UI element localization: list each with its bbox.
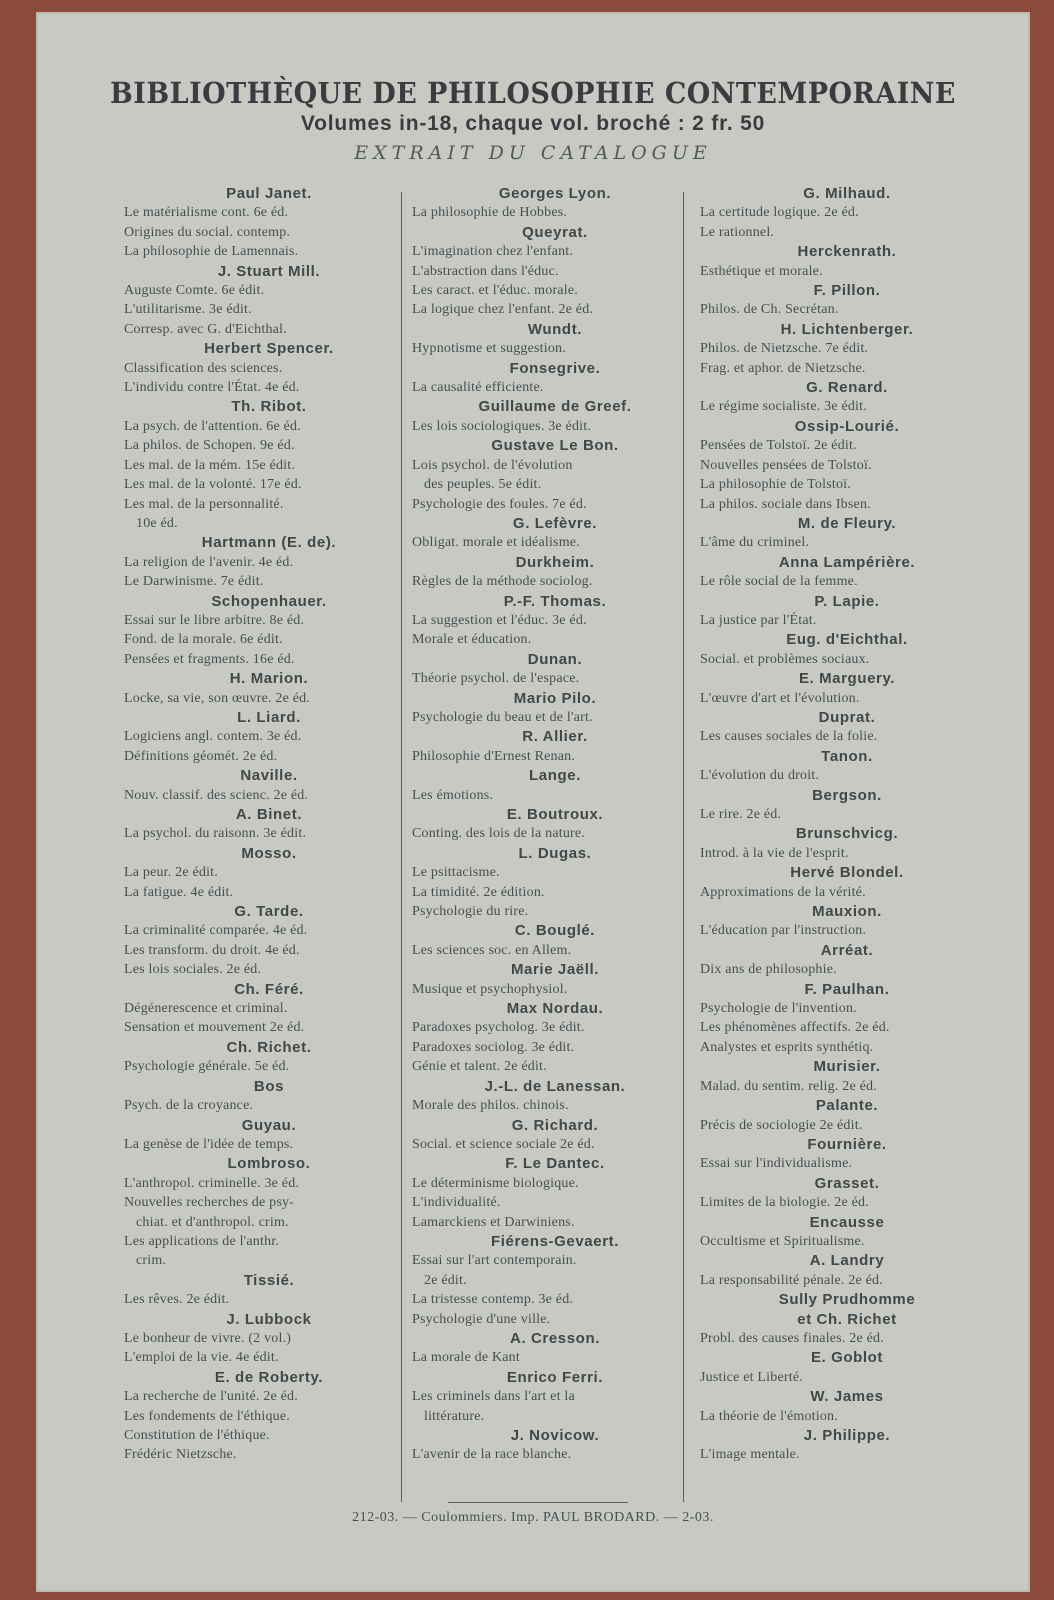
work-title: Occultisme et Spiritualisme. bbox=[700, 1233, 865, 1249]
work-title: La recherche de l'unité. 2e éd. bbox=[124, 1389, 298, 1405]
work-title: Pensées et fragments. 16e éd. bbox=[124, 651, 295, 667]
work-title: La peur. 2e édit. bbox=[124, 865, 218, 881]
work-title: Psychologie de l'invention. bbox=[700, 1001, 857, 1017]
work-title: L'anthropol. criminelle. 3e éd. bbox=[124, 1175, 300, 1191]
work-title: Esthétique et morale. bbox=[700, 263, 823, 279]
catalogue-column-1 bbox=[124, 184, 414, 1465]
author-name: Hervé Blondel. bbox=[790, 864, 904, 882]
work-title: Le bonheur de vivre. (2 vol.) bbox=[124, 1330, 292, 1346]
work-title: La psych. de l'attention. 6e éd. bbox=[124, 418, 301, 434]
work-title: Auguste Comte. 6e édit. bbox=[124, 283, 265, 299]
work-title: Les sciences soc. en Allem. bbox=[412, 942, 572, 958]
work-title: Définitions géomét. 2e éd. bbox=[124, 748, 278, 764]
work-title: Dégénerescence et criminal. bbox=[124, 1001, 288, 1017]
work-title: La suggestion et l'éduc. 3e éd. bbox=[412, 612, 587, 628]
author-name: Palante. bbox=[815, 1097, 879, 1115]
work-title: Conting. des lois de la nature. bbox=[412, 826, 586, 842]
author-name: J.-L. de Lanessan. bbox=[484, 1077, 626, 1095]
work-title: Lois psychol. de l'évolution bbox=[412, 457, 573, 473]
author-name: Grasset. bbox=[814, 1174, 880, 1192]
author-name: E. Boutroux. bbox=[506, 806, 604, 823]
work-title: littérature. bbox=[424, 1408, 485, 1424]
author-name: Tanon. bbox=[821, 747, 873, 765]
author-name: Murisier. bbox=[813, 1058, 881, 1076]
work-title: La logique chez l'enfant. 2e éd. bbox=[412, 302, 594, 318]
author-name: M. de Fleury. bbox=[797, 514, 897, 532]
author-name: J. Philippe. bbox=[803, 1427, 891, 1444]
work-title: 2e édit. bbox=[424, 1272, 467, 1288]
author-name: F. Pillon. bbox=[813, 282, 881, 300]
work-title: L'individualité. bbox=[412, 1195, 501, 1211]
work-title: Nouvelles pensées de Tolstoï. bbox=[700, 457, 872, 473]
work-title: Les rêves. 2e édit. bbox=[124, 1292, 230, 1308]
catalogue-header bbox=[36, 76, 1030, 164]
work-title: L'emploi de la vie. 4e édit. bbox=[124, 1350, 279, 1366]
work-title: Limites de la biologie. 2e éd. bbox=[700, 1195, 869, 1211]
work-title: Le rire. 2e éd. bbox=[700, 807, 782, 822]
work-title: Les criminels dans l'art et la bbox=[412, 1389, 575, 1405]
author-name: G. Richard. bbox=[511, 1116, 599, 1134]
work-title: Classification des sciences. bbox=[124, 360, 283, 376]
author-name: F. Paulhan. bbox=[804, 980, 890, 998]
work-title: Les caract. et l'éduc. morale. bbox=[412, 283, 578, 299]
work-title: Les mal. de la mém. 15e édit. bbox=[124, 457, 296, 473]
author-name: Mosso. bbox=[241, 844, 297, 862]
work-title: Essai sur l'art contemporain. bbox=[412, 1253, 577, 1269]
work-title: L'éducation par l'instruction. bbox=[700, 923, 867, 939]
work-title: La tristesse contemp. 3e éd. bbox=[412, 1292, 574, 1308]
work-title: La causalité efficiente. bbox=[412, 380, 544, 396]
work-title: L'avenir de la race blanche. bbox=[412, 1447, 572, 1463]
work-title: Morale et éducation. bbox=[412, 632, 532, 648]
work-title: Locke, sa vie, son œuvre. 2e éd. bbox=[124, 690, 311, 706]
work-title: L'imagination chez l'enfant. bbox=[412, 244, 574, 260]
author-name: Dunan. bbox=[527, 650, 583, 668]
author-name: Guillaume de Greef. bbox=[478, 398, 632, 416]
author-name: W. James bbox=[810, 1388, 884, 1406]
work-title: Analystes et esprits synthétiq. bbox=[700, 1039, 874, 1055]
catalogue-column-3 bbox=[700, 184, 994, 1465]
work-title: Philos. de Nietzsche. 7e édit. bbox=[700, 341, 869, 357]
work-title: chiat. et d'anthropol. crim. bbox=[136, 1214, 289, 1230]
work-title: La philosophie de Tolstoï. bbox=[700, 477, 851, 493]
work-title: Les causes sociales de la folie. bbox=[700, 729, 878, 745]
author-name: Max Nordau. bbox=[506, 1000, 604, 1018]
author-name: Georges Lyon. bbox=[498, 185, 612, 202]
work-title: La certitude logique. 2e éd. bbox=[700, 205, 859, 221]
work-title: Le Darwinisme. 7e édit. bbox=[124, 574, 264, 590]
work-title: La justice par l'État. bbox=[700, 612, 817, 628]
page-title: BIBLIOTHÈQUE DE PHILOSOPHIE CONTEMPORAINE bbox=[110, 76, 956, 110]
author-name: Gustave Le Bon. bbox=[491, 437, 619, 455]
author-name: Enrico Ferri. bbox=[506, 1368, 604, 1386]
work-title: Musique et psychophysiol. bbox=[412, 981, 568, 997]
author-name: G. Milhaud. bbox=[803, 185, 891, 202]
work-title: Constitution de l'éthique. bbox=[124, 1428, 270, 1443]
work-title: L'œuvre d'art et l'évolution. bbox=[700, 690, 860, 706]
work-title: Règles de la méthode sociolog. bbox=[412, 574, 593, 590]
author-name: G. Tarde. bbox=[234, 903, 304, 921]
work-title: L'âme du criminel. bbox=[700, 535, 810, 551]
work-title: La philosophie de Hobbes. bbox=[412, 205, 568, 221]
author-name: L. Liard. bbox=[237, 708, 301, 726]
work-title: Hypnotisme et suggestion. bbox=[412, 341, 566, 357]
work-title: La timidité. 2e édition. bbox=[412, 884, 545, 900]
work-title: La philosophie de Lamennais. bbox=[124, 244, 299, 260]
author-name: Fonsegrive. bbox=[509, 359, 601, 377]
work-title: 10e éd. bbox=[136, 515, 178, 531]
work-title: Morale des philos. chinois. bbox=[412, 1098, 569, 1114]
work-title: Introd. à la vie de l'esprit. bbox=[700, 845, 849, 861]
work-title: Psychologie générale. 5e éd. bbox=[124, 1059, 290, 1075]
work-title: Fond. de la morale. 6e édit. bbox=[124, 632, 283, 648]
author-name: Schopenhauer. bbox=[211, 592, 327, 610]
author-name: Queyrat. bbox=[522, 223, 588, 241]
work-title: Le matérialisme cont. 6e éd. bbox=[124, 205, 289, 221]
author-name: R. Allier. bbox=[522, 728, 588, 746]
work-title: Philosophie d'Ernest Renan. bbox=[412, 748, 576, 764]
work-title: Les phénomènes affectifs. 2e éd. bbox=[700, 1020, 890, 1036]
author-name: Arréat. bbox=[820, 941, 874, 959]
work-title: La philos. de Schopen. 9e éd. bbox=[124, 438, 295, 454]
work-title: Les lois sociales. 2e éd. bbox=[124, 962, 262, 978]
author-name: P. Lapie. bbox=[814, 592, 880, 610]
work-title: Psychologie du beau et de l'art. bbox=[412, 709, 593, 725]
author-name: G. Lefèvre. bbox=[512, 514, 598, 532]
section-heading: EXTRAIT DU CATALOGUE bbox=[354, 142, 712, 164]
work-title: Essai sur le libre arbitre. 8e éd. bbox=[124, 612, 305, 628]
work-title: Théorie psychol. de l'espace. bbox=[412, 671, 580, 687]
work-title: La morale de Kant bbox=[412, 1350, 520, 1366]
work-title: Nouvelles recherches de psy- bbox=[124, 1195, 295, 1211]
work-title: L'abstraction dans l'éduc. bbox=[412, 263, 559, 279]
work-title: Le déterminisme biologique. bbox=[412, 1175, 579, 1191]
work-title: Les transform. du droit. 4e éd. bbox=[124, 942, 300, 958]
author-name: E. de Roberty. bbox=[214, 1368, 324, 1386]
catalogue-page bbox=[36, 12, 1030, 1592]
author-name: Encausse bbox=[809, 1213, 885, 1231]
author-name: Wundt. bbox=[527, 320, 583, 338]
author-name: Lombroso. bbox=[227, 1155, 311, 1173]
work-title: Obligat. morale et idéalisme. bbox=[412, 535, 580, 551]
author-name: P.-F. Thomas. bbox=[503, 592, 607, 610]
author-name: Durkheim. bbox=[515, 553, 595, 571]
work-title: Frag. et aphor. de Nietzsche. bbox=[700, 360, 866, 376]
work-title: Justice et Liberté. bbox=[700, 1369, 803, 1385]
author-name: Mario Pilo. bbox=[513, 689, 597, 707]
work-title: Frédéric Nietzsche. bbox=[124, 1447, 237, 1463]
author-name: J. Lubbock bbox=[226, 1310, 312, 1328]
author-name: Ch. Féré. bbox=[234, 980, 304, 998]
author-name: Tissié. bbox=[243, 1271, 295, 1289]
catalogue-column-2 bbox=[412, 184, 698, 1465]
work-title: Essai sur l'individualisme. bbox=[700, 1156, 853, 1172]
work-title: Les applications de l'anthr. bbox=[124, 1233, 280, 1249]
work-title: Les fondements de l'éthique. bbox=[124, 1408, 290, 1424]
work-title: Le rationnel. bbox=[700, 224, 775, 240]
work-title: Le régime socialiste. 3e édit. bbox=[700, 399, 867, 415]
work-title: Logiciens angl. contem. 3e éd. bbox=[124, 729, 302, 745]
author-name: Guyau. bbox=[241, 1116, 297, 1134]
author-name: Paul Janet. bbox=[226, 185, 312, 202]
author-name: A. Binet. bbox=[235, 806, 303, 823]
author-name: Herckenrath. bbox=[797, 243, 897, 261]
work-title: Origines du social. contemp. bbox=[124, 224, 291, 240]
work-title: Corresp. avec G. d'Eichthal. bbox=[124, 321, 287, 337]
author-name: F. Le Dantec. bbox=[505, 1155, 605, 1173]
author-name: Eug. d'Eichthal. bbox=[786, 631, 908, 649]
author-name: A. Landry bbox=[809, 1252, 885, 1270]
author-name: Fiérens-Gevaert. bbox=[491, 1232, 619, 1250]
author-name: Marie Jaëll. bbox=[510, 961, 600, 979]
page-subtitle: Volumes in-18, chaque vol. broché : 2 fr. 50 bbox=[300, 112, 766, 135]
author-name: Bos bbox=[253, 1077, 285, 1095]
work-title: La philos. sociale dans Ibsen. bbox=[700, 496, 871, 512]
author-name: H. Lichtenberger. bbox=[780, 320, 914, 338]
work-title: L'évolution du droit. bbox=[700, 768, 820, 784]
work-title: Les mal. de la personnalité. bbox=[124, 496, 284, 512]
author-name: Bergson. bbox=[812, 786, 882, 804]
work-title: Les émotions. bbox=[412, 787, 494, 803]
work-title: crim. bbox=[136, 1253, 167, 1269]
author-name: J. Stuart Mill. bbox=[217, 262, 321, 280]
work-title: La genèse de l'idée de temps. bbox=[124, 1136, 294, 1152]
author-name: A. Cresson. bbox=[510, 1329, 600, 1347]
work-title: Social. et science sociale 2e éd. bbox=[412, 1136, 595, 1152]
work-title: Lamarckiens et Darwiniens. bbox=[412, 1214, 575, 1230]
work-title: Nouv. classif. des scienc. 2e éd. bbox=[124, 787, 309, 803]
author-name: et Ch. Richet bbox=[797, 1310, 897, 1328]
work-title: Psychologie des foules. 7e éd. bbox=[412, 496, 587, 512]
author-name: E. Marguery. bbox=[798, 670, 896, 688]
author-name: G. Renard. bbox=[806, 379, 888, 397]
author-name: Ch. Richet. bbox=[226, 1038, 312, 1056]
author-name: Duprat. bbox=[818, 708, 876, 726]
work-title: Approximations de la vérité. bbox=[700, 884, 866, 900]
work-title: Probl. des causes finales. 2e éd. bbox=[700, 1330, 884, 1346]
work-title: Dix ans de philosophie. bbox=[700, 962, 837, 978]
author-name: Lange. bbox=[529, 767, 581, 785]
author-name: Anna Lampérière. bbox=[778, 553, 916, 571]
footer-divider bbox=[448, 1502, 628, 1503]
work-title: La criminalité comparée. 4e éd. bbox=[124, 923, 308, 939]
author-name: L. Dugas. bbox=[518, 844, 592, 862]
author-name: Th. Ribot. bbox=[231, 398, 307, 416]
work-title: Philos. de Ch. Secrétan. bbox=[700, 302, 839, 318]
author-name: Ossip-Lourié. bbox=[794, 417, 900, 435]
author-name: E. Goblot bbox=[810, 1349, 884, 1367]
work-title: Pensées de Tolstoï. 2e édit. bbox=[700, 438, 857, 454]
work-title: Précis de sociologie 2e édit. bbox=[700, 1117, 863, 1133]
work-title: Le rôle social de la femme. bbox=[700, 574, 858, 590]
work-title: L'image mentale. bbox=[700, 1447, 800, 1463]
author-name: Fournière. bbox=[807, 1135, 887, 1153]
author-name: H. Marion. bbox=[229, 670, 309, 688]
work-title: Paradoxes psycholog. 3e édit. bbox=[412, 1020, 585, 1036]
work-title: Social. et problèmes sociaux. bbox=[700, 651, 870, 667]
work-title: Malad. du sentim. relig. 2e éd. bbox=[700, 1078, 877, 1094]
printer-footer: 212-03. — Coulommiers. Imp. PAUL BRODARD. — 2-03. bbox=[352, 1510, 714, 1525]
work-title: des peuples. 5e édit. bbox=[424, 477, 542, 493]
work-title: Génie et talent. 2e édit. bbox=[412, 1059, 547, 1075]
work-title: Psych. de la croyance. bbox=[124, 1098, 254, 1114]
work-title: Les mal. de la volonté. 17e éd. bbox=[124, 477, 302, 493]
work-title: L'utilitarisme. 3e édit. bbox=[124, 302, 252, 318]
work-title: Les lois sociologiques. 3e édit. bbox=[412, 418, 592, 434]
author-name: Brunschvicg. bbox=[795, 825, 899, 843]
author-name: Naville. bbox=[240, 767, 298, 785]
work-title: La fatigue. 4e édit. bbox=[124, 884, 234, 900]
work-title: L'individu contre l'État. 4e éd. bbox=[124, 380, 300, 396]
work-title: La responsabilité pénale. 2e éd. bbox=[700, 1272, 883, 1288]
work-title: Psychologie d'une ville. bbox=[412, 1311, 551, 1327]
work-title: Paradoxes sociolog. 3e édit. bbox=[412, 1039, 575, 1055]
author-name: Mauxion. bbox=[812, 903, 882, 921]
work-title: Le psittacisme. bbox=[412, 865, 500, 881]
author-name: Hartmann (E. de). bbox=[201, 534, 337, 552]
author-name: Herbert Spencer. bbox=[204, 340, 334, 358]
author-name: Sully Prudhomme bbox=[778, 1291, 916, 1309]
author-name: J. Novicow. bbox=[510, 1427, 600, 1444]
work-title: Sensation et mouvement 2e éd. bbox=[124, 1020, 305, 1036]
author-name: C. Bouglé. bbox=[514, 922, 596, 940]
work-title: Psychologie du rire. bbox=[412, 904, 529, 920]
work-title: La psychol. du raisonn. 3e édit. bbox=[124, 826, 307, 842]
work-title: La théorie de l'émotion. bbox=[700, 1408, 838, 1424]
work-title: La religion de l'avenir. 4e éd. bbox=[124, 554, 294, 570]
